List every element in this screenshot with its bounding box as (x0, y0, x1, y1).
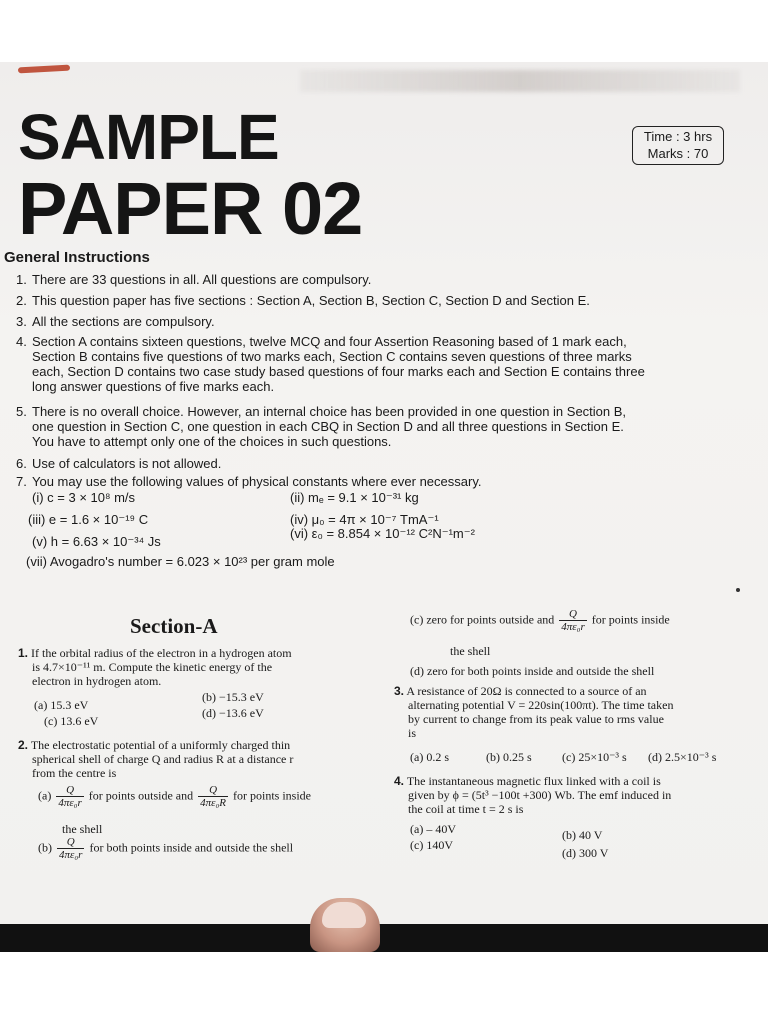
fraction-q-over-4pi-eps0-r: $\frac{Q}{\text{4πε₀r}}$ (58, 784, 82, 809)
question-2: 2. The electrostatic potential of a uniformly charged thin spherical shell of charge Q and radius R at a distance r from the centre is (18, 738, 294, 780)
constant-c: (i) c = 3 × 10⁸ m/s (32, 490, 136, 505)
q2-option-c: (c) zero for points outside and $\frac{Q}{\text{4πε₀r}}$ for points inside (410, 608, 670, 633)
time-marks-box (632, 126, 724, 165)
instruction-7: 7. You may use the following values of physical constants where ever necessary. (16, 474, 482, 489)
q3-option-a: (a) 0.2 s (410, 750, 449, 764)
constant-avogadro: (vii) Avogadro's number = 6.023 × 10²³ per gram mole (26, 554, 335, 569)
section-a-heading: Section-A (130, 614, 218, 638)
q1-option-a: (a) 15.3 eV (34, 698, 89, 712)
q1-option-d: (d) −13.6 eV (202, 706, 264, 720)
instruction-4: 4. Section A contains sixteen questions, twelve MCQ and four Assertion Reasoning based of 1 mark each, Section B contains five questions of two marks each, Section C contains seven questions of three marks each, Section D contains two case study based questions of four marks each and Section E contains three long answer questions of five marks each. (16, 334, 645, 394)
bleed-through-texture (300, 70, 740, 92)
question-3: 3. A resistance of 20Ω is connected to a source of an alternating potential V = 220sin(100πt). The time taken by current to change from its peak value to rms value is (394, 684, 674, 740)
constant-e: (iii) e = 1.6 × 10⁻¹⁹ C (28, 512, 149, 527)
constant-me: (ii) mₑ = 9.1 × 10⁻³¹ kg (290, 490, 419, 505)
time-label: Time : 3 hrs (643, 129, 713, 144)
thumbnail (322, 902, 366, 928)
instruction-1: 1. There are 33 questions in all. All questions are compulsory. (16, 272, 372, 287)
q2-option-b: (b) $\frac{Q}{\text{4πε₀r}}$ for both points inside and outside the shell (38, 836, 294, 861)
q1-option-b: (b) −15.3 eV (202, 690, 264, 704)
q2-option-c-cont: the shell (450, 644, 491, 658)
fraction-q-over-4pi-eps0-R: $\frac{Q}{\text{4πε₀R}}$ (200, 784, 226, 809)
question-1: 1. If the orbital radius of the electron in a hydrogen atom is 4.7×10⁻¹¹ m. Compute the kinetic energy of the electron in hydrogen atom. (18, 646, 292, 688)
q2-option-a-cont: the shell (62, 822, 103, 836)
red-page-edge (18, 65, 70, 74)
instruction-3: 3. All the sections are compulsory. (16, 314, 215, 329)
q3-option-d: (d) 2.5×10⁻³ s (648, 750, 717, 764)
q2-option-d: (d) zero for both points inside and outside the shell (410, 664, 655, 678)
q4-option-a: (a) – 40V (410, 822, 456, 836)
constant-mu0: (iv) μ₀ = 4π × 10⁻⁷ TmA⁻¹ (290, 512, 439, 527)
q4-option-c: (c) 140V (410, 838, 453, 852)
q3-option-c: (c) 25×10⁻³ s (562, 750, 627, 764)
ink-dot (736, 588, 740, 592)
q2-option-a: (a) $\frac{Q}{\text{4πε₀r}}$ for points outside and $\frac{Q}{\text{4πε₀R}}$ for points inside (38, 784, 311, 809)
instruction-6: 6. Use of calculators is not allowed. (16, 456, 222, 471)
q3-option-b: (b) 0.25 s (486, 750, 532, 764)
question-4: 4. The instantaneous magnetic flux linked with a coil is given by ϕ = (5t³ −100t +300) Wb. The emf induced in the coil at time t = 2 s is (394, 774, 672, 816)
instruction-5: 5. There is no overall choice. However, an internal choice has been provided in one question in Section B, one question in Section C, one question in each CBQ in Section D and all three questions in Section E. You have to attempt only one of the choices in such questions. (16, 404, 627, 449)
paper-page (0, 62, 768, 952)
title-line-2: PAPER 02 (18, 167, 363, 250)
constant-h: (v) h = 6.63 × 10⁻³⁴ Js (32, 534, 161, 549)
q4-option-d: (d) 300 V (562, 846, 609, 860)
instruction-2: 2. This question paper has five sections : Section A, Section B, Section C, Section D and Section E. (16, 293, 590, 308)
fraction-q-over-4pi-eps0-r: $\frac{Q}{\text{4πε₀r}}$ (561, 608, 585, 633)
title-line-1: SAMPLE (18, 101, 279, 173)
dark-background-strip (0, 924, 768, 952)
general-instructions-heading: General Instructions (4, 249, 150, 266)
fraction-q-over-4pi-eps0-r: $\frac{Q}{\text{4πε₀r}}$ (59, 836, 83, 861)
q4-option-b: (b) 40 V (562, 828, 603, 842)
marks-label: Marks : 70 (647, 146, 709, 161)
constant-eps0: (vi) ε₀ = 8.854 × 10⁻¹² C²N⁻¹m⁻² (290, 526, 475, 541)
q1-option-c: (c) 13.6 eV (44, 714, 99, 728)
